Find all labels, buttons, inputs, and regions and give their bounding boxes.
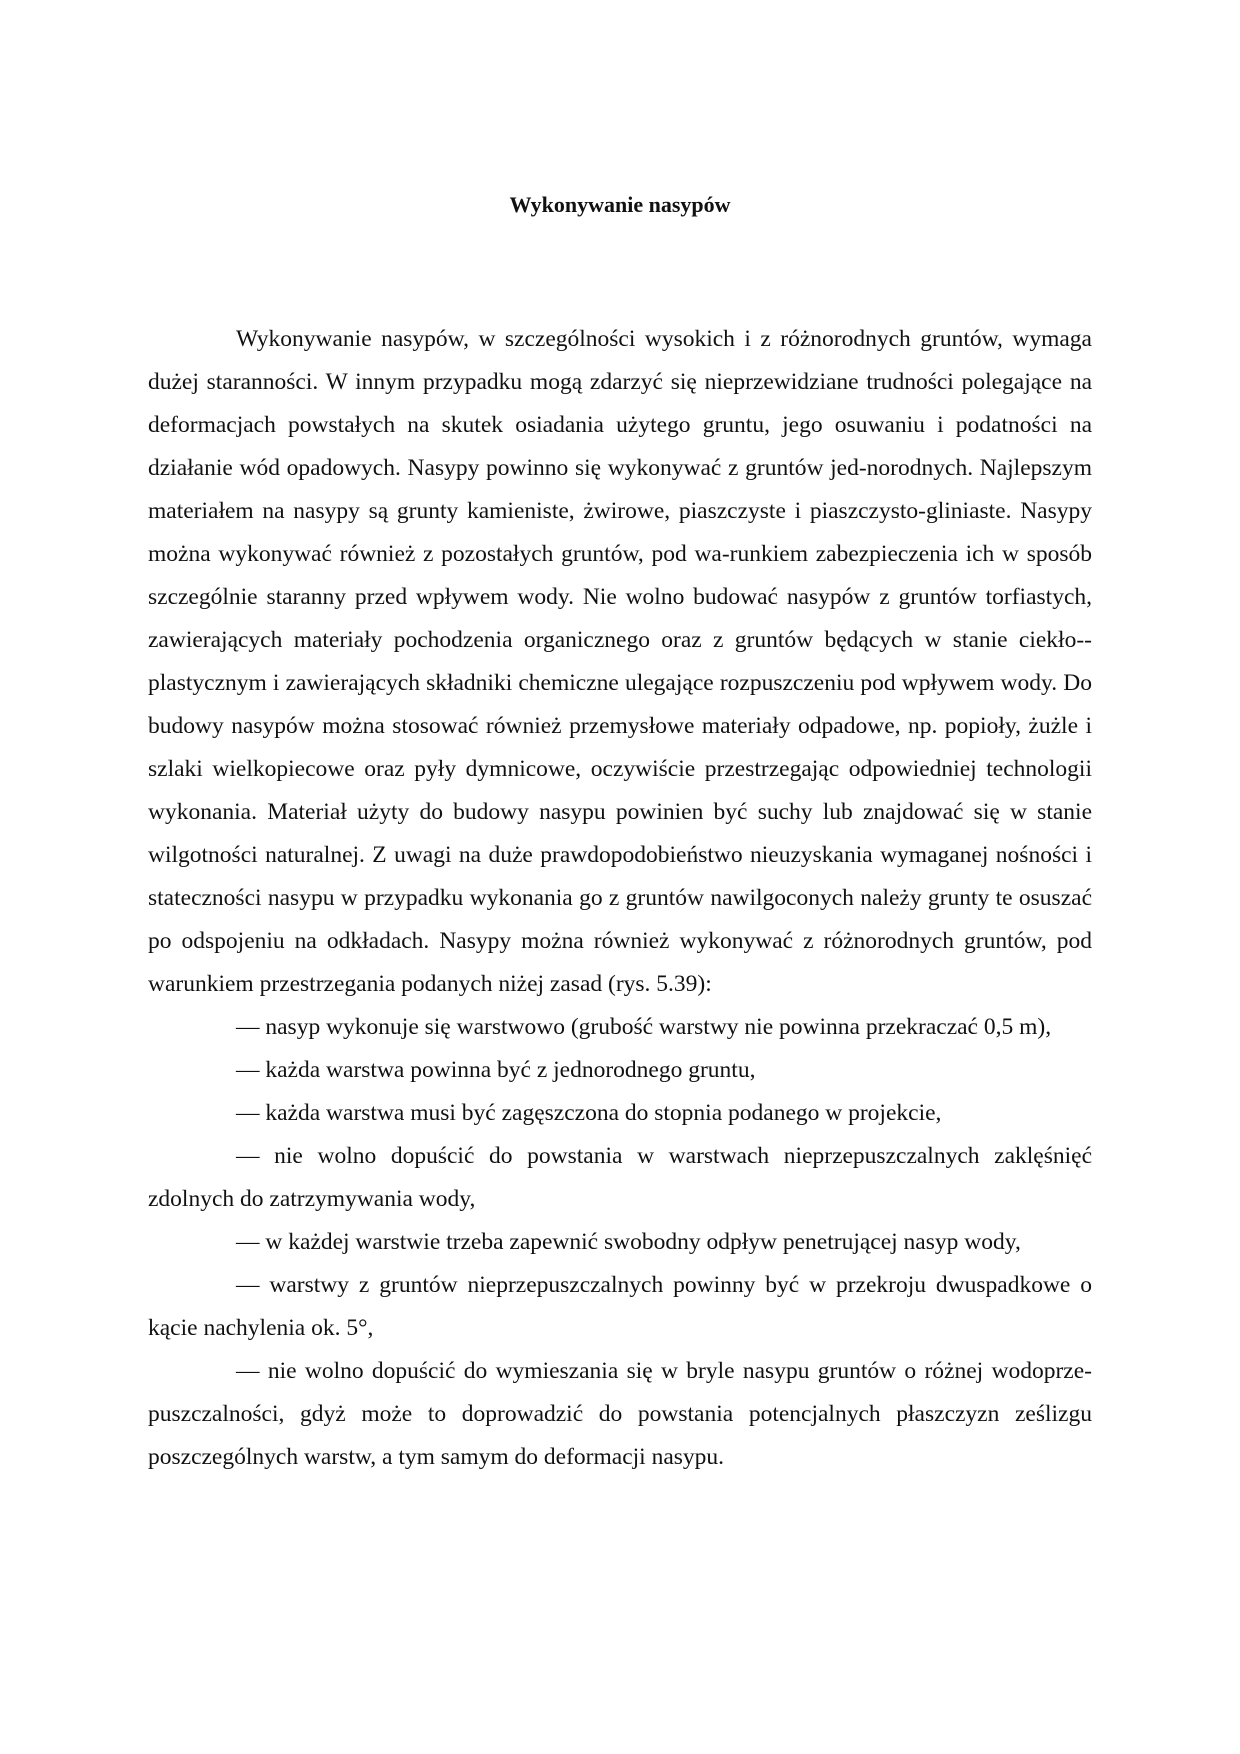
- rule-item: — nie wolno dopuścić do wymieszania się w bryle nasypu gruntów o różnej wodoprze-puszczalności, gdyż może to doprowadzić do powstania potencjalnych płaszczyzn ześlizgu poszczególnych warstw, a tym samym do deformacji nasypu.: [148, 1358, 1092, 1470]
- rule-item: — w każdej warstwie trzeba zapewnić swobodny odpływ penetrującej nasyp wody,: [236, 1229, 1021, 1255]
- rule-item: — warstwy z gruntów nieprzepuszczalnych powinny być w przekroju dwuspadkowe o kącie nachylenia ok. 5°,: [148, 1272, 1092, 1341]
- document-body: [148, 318, 1092, 1479]
- intro-paragraph: Wykonywanie nasypów, w szczególności wysokich i z różnorodnych gruntów, wymaga dużej staranności. W innym przypadku mogą zdarzyć się nieprzewidziane trudności polegające na deformacjach powstałych na skutek osiadania użytego gruntu, jego osuwaniu i podatności na działanie wód opadowych. Nasypy powinno się wykonywać z gruntów jed-norodnych. Najlepszym materiałem na nasypy są grunty kamieniste, żwirowe, piaszczyste i piaszczysto-gliniaste. Nasypy można wykonywać również z pozostałych gruntów, pod wa-runkiem zabezpieczenia ich w sposób szczególnie staranny przed wpływem wody. Nie wolno budować nasypów z gruntów torfiastych, zawierających materiały pochodzenia organicznego oraz z gruntów będących w stanie ciekło--plastycznym i zawierających składniki chemiczne ulegające rozpuszczeniu pod wpływem wody. Do budowy nasypów można stosować również przemysłowe materiały odpadowe, np. popioły, żużle i szlaki wielkopiecowe oraz pyły dymnicowe, oczywiście przestrzegając odpowiedniej technologii wykonania. Materiał użyty do budowy nasypu powinien być suchy lub znajdować się w stanie wilgotności naturalnej. Z uwagi na duże prawdopodobieństwo nieuzyskania wymaganej nośności i stateczności nasypu w przypadku wykonania go z gruntów nawilgoconych należy grunty te osuszać po odspojeniu na odkładach. Nasypy można również wykonywać z różnorodnych gruntów, pod warunkiem przestrzegania podanych niżej zasad (rys. 5.39):: [148, 326, 1092, 997]
- rule-item: — nie wolno dopuścić do powstania w warstwach nieprzepuszczalnych zaklęśnięć zdolnych do zatrzymywania wody,: [148, 1143, 1092, 1212]
- rule-item: — każda warstwa powinna być z jednorodnego gruntu,: [236, 1057, 756, 1083]
- page-title: Wykonywanie nasypów: [509, 192, 731, 217]
- rule-item: — każda warstwa musi być zagęszczona do stopnia podanego w projekcie,: [236, 1100, 942, 1126]
- rule-item: — nasyp wykonuje się warstwowo (grubość warstwy nie powinna przekraczać 0,5 m),: [236, 1014, 1052, 1040]
